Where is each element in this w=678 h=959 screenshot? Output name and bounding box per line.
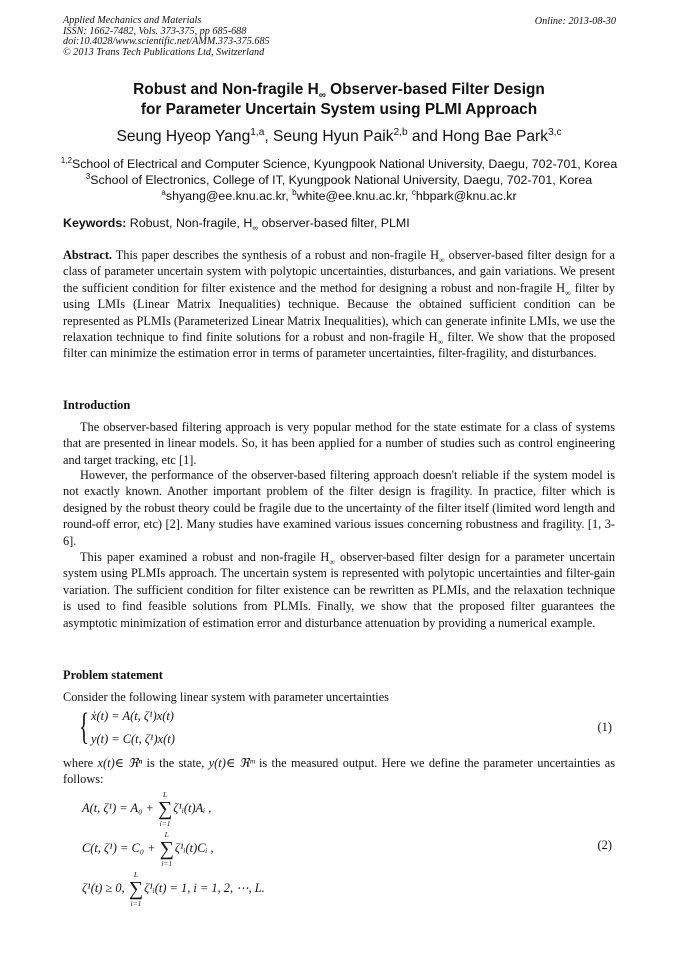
paragraph: However, the performance of the observer-based filtering approach doesn't reliable if the system model is not exactly known. Another important problem of the filter design is fragility. In practice, filter which is designed by the robust theory could be fragile due to the uncertainty of the filter itself (limited word length and round-off error, etc) [2]. Many studies have examined various issues concerning robustness and fragility. [1, 3-6].	[63, 468, 615, 548]
author-name: , Seung Hyun Paik	[264, 128, 394, 145]
journal-doi: doi:10.4028/www.scientific.net/AMM.373-375.685	[63, 36, 270, 48]
journal-header	[63, 16, 270, 58]
paragraph: Consider the following linear system with parameter uncertainties	[63, 690, 389, 704]
equation-brace: {	[79, 706, 90, 748]
paragraph: The observer-based filtering approach is very popular method for the state estimate for a class of systems that are presented in linear models. So, it has been applied for a number of studies such as control engineering and target tracking, etc [1].	[63, 420, 615, 467]
journal-copyright: © 2013 Trans Tech Publications Ltd, Switzerland	[63, 46, 265, 58]
journal-name: Applied Mechanics and Materials	[63, 15, 202, 26]
author-list: Seung Hyeop Yang$^{1,a}$, Seung Hyun Paik$^{2,b}$ and Hong Bae Park$^{3,c}$	[116, 126, 562, 145]
affiliation: $^{1,2}$School of Electrical and Computer Science, Kyungpook National University, Daegu, 702-701, Korea	[60, 155, 618, 171]
equation-line: ẋ(t) = A(t, ζ¹)x(t)	[91, 709, 174, 723]
equation-line: C(t, ζ¹) = C₀ + L ∑ i=1 ζ¹ᵢ(t)Cᵢ ,	[82, 830, 214, 868]
author-name: and Hong Bae Park	[407, 128, 549, 145]
author-emails: $^a$shyang@ee.knu.ac.kr, $^b$white@ee.knu.ac.kr, $^c$hbpark@knu.ac.kr	[161, 187, 517, 203]
summation-symbol: L ∑ i=1	[157, 790, 173, 828]
affiliation: $^3$School of Electronics, College of IT, Kyungpook National University, Daegu, 702-701, Korea	[85, 171, 593, 187]
paragraph: This paper examined a robust and non-fragile $H_\infty$ observer-based filter design for a parameter uncertain system using PLMIs approach. The uncertain system is represented with polytopic uncertainties and filter-gain variation. The sufficient condition for filter existence can be rewritten as PLMIs, and the relaxation technique is used to find feasible solutions from PLMIs. Finally, we show that the proposed filter guarantees the asymptotic minimization of estimation error and disturbance attenuation by providing a numerical example.	[63, 550, 615, 630]
author-name: Seung Hyeop Yang	[116, 128, 251, 145]
section-heading: Introduction	[63, 398, 131, 412]
abstract: Abstract. This paper describes the synthesis of a robust and non-fragile $H_\infty$ observer-based filter design for a class of parameter uncertain system with polytopic uncertainties, disturbances, and gain variations. We present the sufficient condition for filter existence and the method for designing a robust and non-fragile $H_\infty$ filter by using LMIs (Linear Matrix Inequalities) technique. Because the obtained sufficient condition can be represented as PLMIs (Parameterized Linear Matrix Inequalities), which can generate infinite LMIs, we use the relaxation technique to find finite solutions for a robust and non-fragile $H_\infty$ filter. We show that the proposed filter can minimize the estimation error in terms of parameter uncertainties, filter-fragility, and disturbances.	[63, 248, 616, 361]
keywords-label: Keywords:	[63, 216, 127, 230]
paragraph: where x(t)∈ ℜⁿ is the state, y(t)∈ ℜᵐ is the measured output. Here we define the parameter uncertainties as follows:	[63, 756, 615, 787]
keywords: Keywords: Robust, Non-fragile, $H_\infty$ observer-based filter, PLMI	[63, 216, 410, 233]
equation-line: A(t, ζ¹) = A₀ + L ∑ i=1 ζ¹ᵢ(t)Aᵢ ,	[82, 790, 212, 828]
paper-title: Robust and Non-fragile $H_\infty$ Observer-based Filter Design for Parameter Uncertain System using PLMI Approach	[133, 81, 545, 118]
abstract-label: Abstract.	[63, 248, 113, 262]
equation-line: ζ¹(t) ≥ 0, L ∑ i=1 ζ¹ᵢ(t) = 1, i = 1, 2, ⋯, L.	[82, 870, 265, 908]
journal-issn: ISSN: 1662-7482, Vols. 373-375, pp 685-688	[63, 25, 247, 37]
online-date: Online: 2013-08-30	[534, 16, 616, 27]
section-heading: Problem statement	[63, 668, 163, 682]
equation-number: (2)	[597, 838, 612, 852]
summation-symbol: L ∑ i=1	[128, 870, 144, 908]
summation-symbol: L ∑ i=1	[159, 830, 174, 868]
equation-line: y(t) = C(t, ζ¹)x(t)	[91, 732, 175, 746]
equation-number: (1)	[597, 720, 612, 734]
